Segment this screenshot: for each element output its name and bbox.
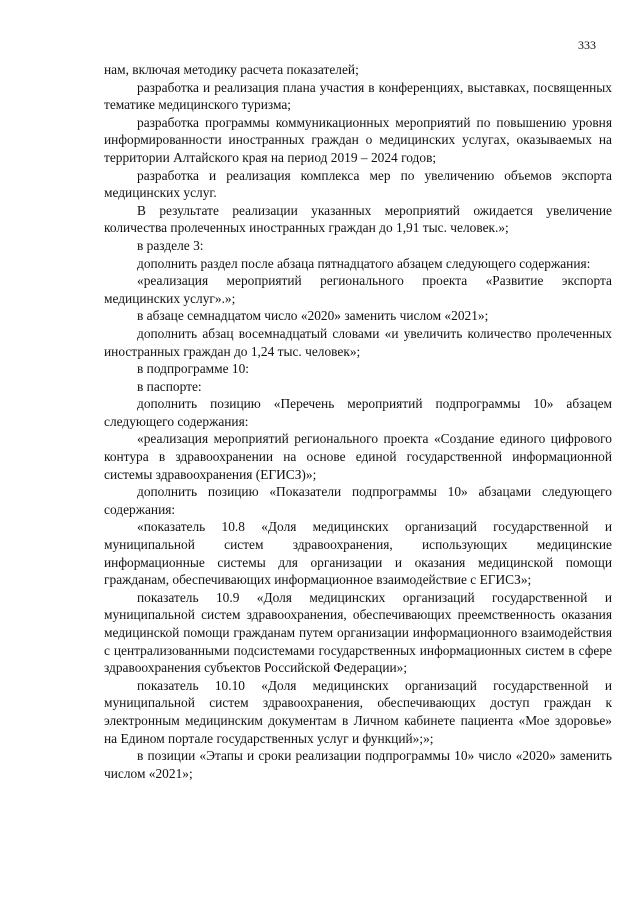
paragraph: разработка и реализация комплекса мер по увеличению объемов экспорта медицинских услуг. — [104, 167, 612, 201]
paragraph: «показатель 10.8 «Доля медицинских организаций государственной и муниципальной систем здравоохранения, использующих медицинские информационные системы для организации и оказания медицинской помощи гражданам, обеспечивающих информационное взаимодействие с ЕГИСЗ»; — [104, 519, 612, 588]
paragraph: дополнить позицию «Показатели подпрограммы 10» абзацами следующего содержания: — [104, 484, 612, 517]
paragraph: разработка программы коммуникационных мероприятий по повышению уровня информированности иностранных граждан о медицинских услугах, оказываемых на территории Алтайского края на период 2019 – 2024 годов; — [104, 114, 612, 165]
paragraph: в позиции «Этапы и сроки реализации подпрограммы 10» число «2020» заменить числом «2021»; — [104, 748, 612, 781]
paragraph: в разделе 3: — [137, 237, 204, 253]
paragraph: в подпрограмме 10: — [137, 361, 249, 377]
paragraph: нам, включая методику расчета показателей; — [104, 62, 359, 77]
paragraph: дополнить раздел после абзаца пятнадцатого абзацем следующего содержания: — [137, 255, 591, 271]
paragraph: разработка и реализация плана участия в конференциях, выставках, посвященных тематике медицинского туризма; — [104, 79, 612, 113]
paragraph: в паспорте: — [137, 378, 202, 394]
document-body — [104, 61, 612, 782]
paragraph: В результате реализации указанных мероприятий ожидается увеличение количества пролеченных иностранных граждан до 1,91 тыс. человек.»; — [104, 202, 612, 236]
paragraph: в абзаце семнадцатом число «2020» заменить числом «2021»; — [137, 308, 489, 324]
paragraph: дополнить позицию «Перечень мероприятий подпрограммы 10» абзацем следующего содержания: — [104, 396, 612, 429]
paragraph: «реализация мероприятий регионального проекта «Создание единого цифрового контура в здравоохранении на основе единой государственной информационной системы здравоохранения (ЕГИСЗ)»; — [104, 431, 612, 482]
paragraph: показатель 10.10 «Доля медицинских организаций государственной и муниципальной систем здравоохранения, обеспечивающих доступ граждан к электронным медицинским документам в Личном кабинете пациента «Мое здоровье» на Едином портале государственных услуг и функций»;»; — [104, 677, 612, 746]
paragraph: дополнить абзац восемнадцатый словами «и увеличить количество пролеченных иностранных граждан до 1,24 тыс. человек»; — [104, 325, 612, 359]
paragraph: показатель 10.9 «Доля медицинских организаций государственной и муниципальной систем здравоохранения, обеспечивающих преемственность оказания медицинской помощи гражданам путем организации информационного взаимодействия с централизованными подсистемами государственных информационных систем в сфере здравоохранения субъектов Российской Федерации»; — [104, 589, 612, 676]
paragraph: «реализация мероприятий регионального проекта «Развитие экспорта медицинских услуг».»; — [104, 273, 612, 306]
page-number: 333 — [578, 38, 596, 52]
